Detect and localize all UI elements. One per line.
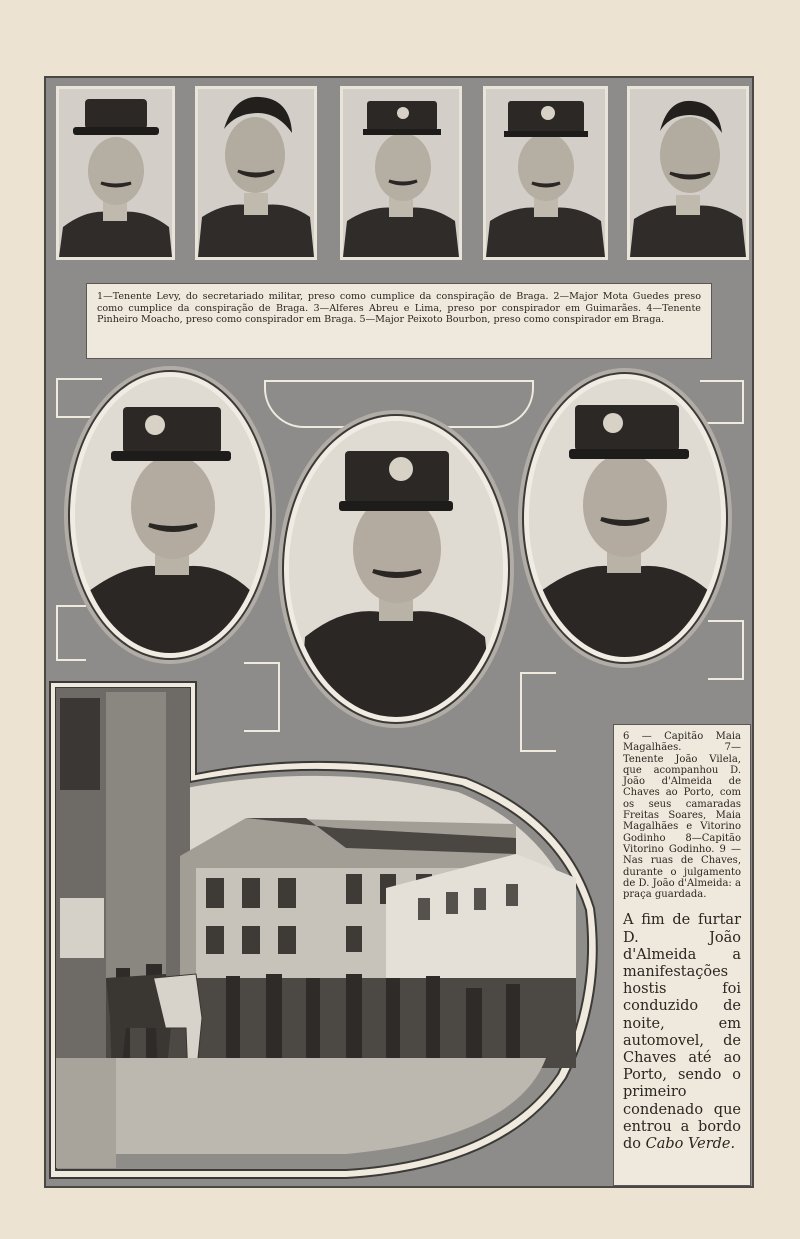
caption-portraits-6-to-9: 6 — Capitão Maia Magalhães. 7—Tenente João Vilela, que acompanhou D. João d'Almeida de Chaves ao Porto, com os seus camaradas Freitas Soares, Maia Magalhães e Vitorino Godinho 8—Capitão Vitorino Godinho. 9 — Nas ruas de Chaves, durante o julgamento de D. João d'Almeida: a praça guardada.	[623, 731, 741, 901]
sidebar-caption	[613, 724, 751, 1186]
portrait-4-tenente-pinheiro-moacho	[483, 86, 608, 260]
ornament-right	[700, 380, 744, 424]
ornament-left-lower	[56, 605, 86, 661]
caption-portraits-1-to-5: 1—Tenente Levy, do secretariado militar, preso como cumplice da conspiração de Braga. 2—Major Mota Guedes preso como cumplice da conspiração de Braga. 3—Alferes Abreu e Lima, preso por conspirador em Guimarães. 4—Tenente Pinheiro Moacho, preso como conspirador em Braga. 5—Major Peixoto Bourbon, preso como conspirador em Braga.	[86, 283, 712, 359]
portrait-3-alferes-abreu-e-lima	[340, 86, 462, 260]
ornament-left	[56, 378, 102, 418]
portrait-2-major-mota-guedes	[195, 86, 317, 260]
oval-portrait-6-capitao-maia-magalhaes	[70, 372, 270, 658]
ship-name: Cabo Verde.	[645, 1136, 736, 1153]
ornament-right-lower	[708, 620, 744, 680]
article-body-main: A fim de furtar D. João d'Almeida a manifestações hostis foi conduzido de noite, em automovel, de Chaves até ao Porto, sendo o primeiro condenado que entrou a bordo do	[623, 912, 741, 1153]
photo-9-street-scene-chaves	[46, 678, 600, 1184]
oval-portrait-7-tenente-joao-vilela	[284, 416, 508, 722]
portrait-1-tenente-levy	[56, 86, 175, 260]
oval-portrait-8-capitao-vitorino-godinho	[524, 374, 726, 662]
portrait-5-major-peixoto-bourbon	[627, 86, 749, 260]
article-body-text	[623, 912, 741, 1153]
